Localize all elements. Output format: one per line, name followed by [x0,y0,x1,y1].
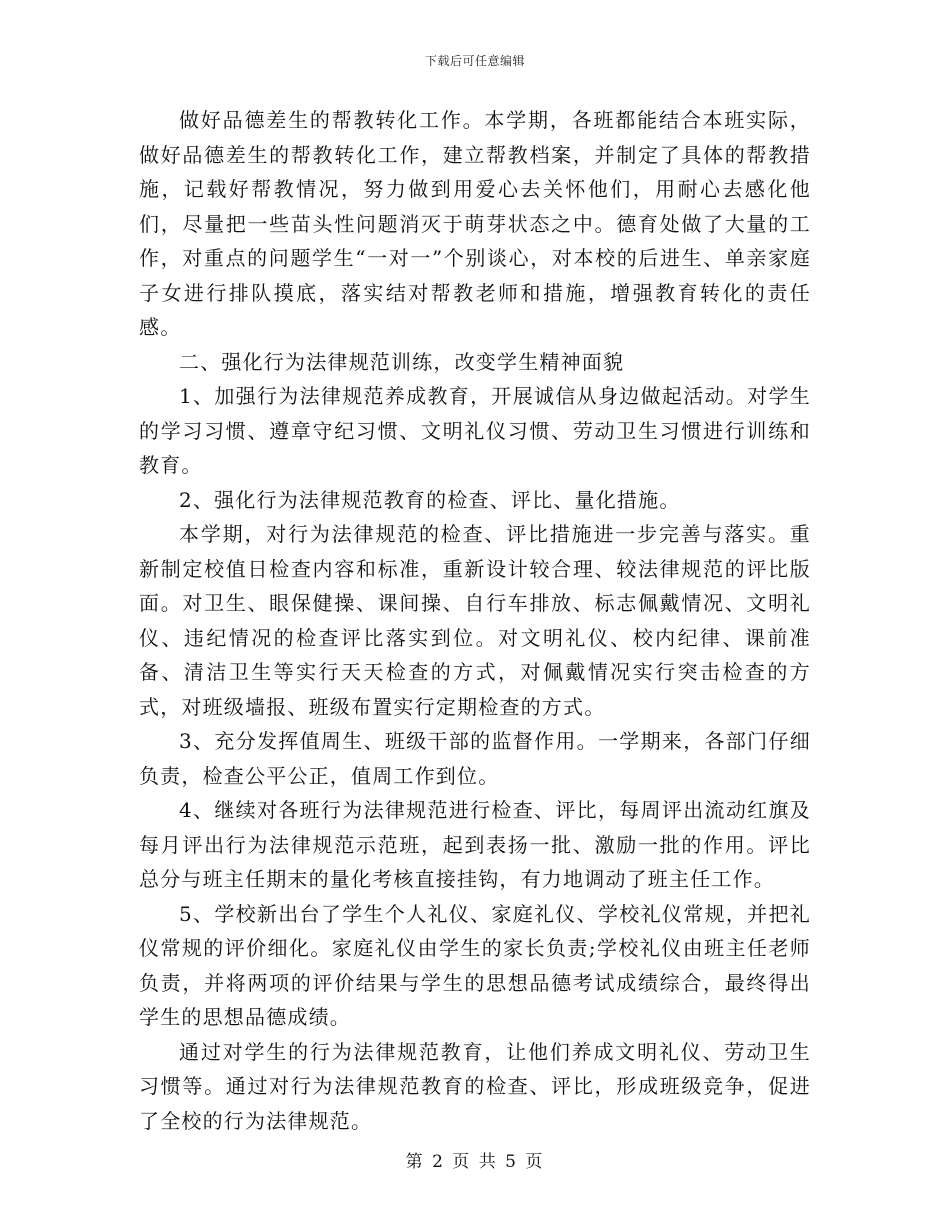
body-paragraph: 5、学校新出台了学生个人礼仪、家庭礼仪、学校礼仪常规，并把礼仪常规的评价细化。家庭礼仪由学生的家长负责;学校礼仪由班主任老师负责，并将两项的评价结果与学生的思想品德考试成绩综合，最终得出学生的思想品德成绩。 [139,901,811,1029]
body-paragraph: 做好品德差生的帮教转化工作。本学期，各班都能结合本班实际，做好品德差生的帮教转化工作，建立帮教档案，并制定了具体的帮教措施，记载好帮教情况，努力做到用爱心去关怀他们，用耐心去感化他们，尽量把一些苗头性问题消灭于萌芽状态之中。德育处做了大量的工作，对重点的问题学生“一对一”个别谈心，对本校的后进生、单亲家庭子女进行排队摸底，落实结对帮教老师和措施，增强教育转化的责任感。 [139,108,811,339]
body-paragraph: 本学期，对行为法律规范的检查、评比措施进一步完善与落实。重新制定校值日检查内容和标准，重新设计较合理、较法律规范的评比版面。对卫生、眼保健操、课间操、自行车排放、标志佩戴情况、文明礼仪、违纪情况的检查评比落实到位。对文明礼仪、校内纪律、课前准备、清洁卫生等实行天天检查的方式，对佩戴情况实行突击检查的方式，对班级墙报、班级布置实行定期检查的方式。 [139,522,811,719]
body-paragraph: 4、继续对各班行为法律规范进行检查、评比，每周评出流动红旗及每月评出行为法律规范示范班，起到表扬一批、激励一批的作用。评比总分与班主任期末的量化考核直接挂钩，有力地调动了班主任工作。 [139,798,811,891]
body-paragraph: 通过对学生的行为法律规范教育，让他们养成文明礼仪、劳动卫生习惯等。通过对行为法律规范教育的检查、评比，形成班级竞争，促进了全校的行为法律规范。 [139,1039,811,1133]
body-paragraph: 3、充分发挥值周生、班级干部的监督作用。一学期来，各部门仔细负责，检查公平公正，值周工作到位。 [139,729,811,788]
body-paragraph: 2、强化行为法律规范教育的检查、评比、量化措施。 [179,487,681,512]
body-paragraph: 1、加强行为法律规范养成教育，开展诚信从身边做起活动。对学生的学习习惯、遵章守纪习惯、文明礼仪习惯、劳动卫生习惯进行训练和教育。 [139,384,811,477]
section-heading: 二、强化行为法律规范训练，改变学生精神面貌 [179,349,625,374]
page-header: 下载后可任意编辑 [424,54,525,68]
document-body [139,103,811,1138]
page-number-footer: 第 2 页 共 5 页 [405,1152,545,1172]
